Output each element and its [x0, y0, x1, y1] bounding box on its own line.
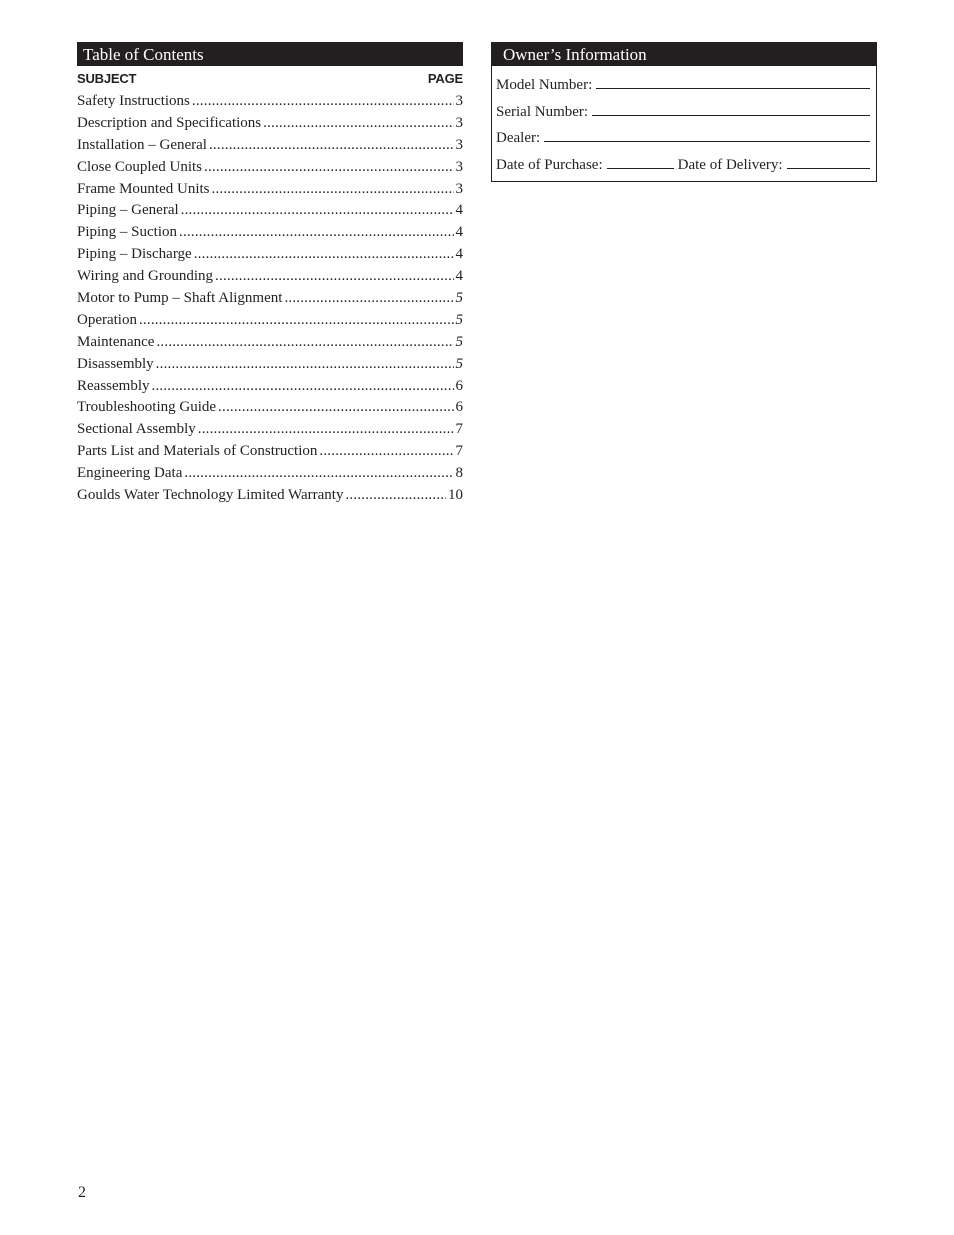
toc-entry-subject: Troubleshooting Guide	[77, 399, 217, 416]
toc-entry	[77, 419, 463, 441]
dealer-label: Dealer:	[496, 130, 541, 146]
toc-entry-leader-dots	[198, 419, 454, 441]
toc-entry-leader-dots	[179, 222, 453, 244]
toc-entry-leader-dots	[156, 332, 453, 354]
toc-entry-leader-dots	[139, 310, 454, 332]
toc-entry	[77, 222, 463, 244]
toc-entry-leader-dots	[184, 463, 453, 485]
serial-number-line	[592, 114, 870, 116]
owners-information-box	[491, 42, 877, 182]
toc-entry-page: 3	[455, 136, 463, 153]
toc-entry	[77, 463, 463, 485]
toc-entry-page: 8	[455, 465, 463, 482]
toc-title: Table of Contents	[77, 42, 463, 66]
toc-entry-leader-dots	[263, 113, 453, 135]
dates-field	[496, 152, 870, 179]
toc-entry-subject: Close Coupled Units	[77, 158, 203, 175]
toc-entry-page: 5	[455, 333, 463, 350]
toc-entry-page: 4	[455, 268, 463, 285]
toc-entry	[77, 288, 463, 310]
toc-entry	[77, 397, 463, 419]
toc-entry	[77, 310, 463, 332]
toc-entry-page: 4	[455, 202, 463, 219]
toc-entry-leader-dots	[215, 266, 453, 288]
dealer-line	[544, 140, 870, 142]
toc-entry-subject: Engineering Data	[77, 465, 183, 482]
serial-number-field	[496, 99, 870, 126]
toc-entry-leader-dots	[181, 200, 454, 222]
toc-entry	[77, 441, 463, 463]
toc-list	[77, 91, 463, 507]
toc-entry-subject: Piping – Suction	[77, 224, 178, 241]
toc-entry	[77, 157, 463, 179]
toc-entry-subject: Maintenance	[77, 333, 155, 350]
toc-entry-subject: Operation	[77, 311, 137, 328]
toc-entry-leader-dots	[284, 288, 453, 310]
toc-subject-header: SUBJECT	[77, 71, 137, 86]
toc-entry-subject: Safety Instructions	[77, 93, 190, 109]
toc-entry-leader-dots	[218, 397, 453, 419]
toc-entry-leader-dots	[152, 376, 454, 398]
model-number-line	[596, 87, 870, 89]
toc-entry-page: 3	[455, 93, 463, 109]
toc-entry-subject: Reassembly	[77, 377, 150, 394]
toc-entry	[77, 179, 463, 201]
toc-entry	[77, 113, 463, 135]
model-number-label: Model Number:	[496, 77, 593, 93]
date-of-delivery-label: Date of Delivery:	[677, 156, 783, 173]
toc-entry-leader-dots	[212, 179, 454, 201]
toc-entry-subject: Piping – Discharge	[77, 246, 192, 263]
toc-entry-leader-dots	[209, 135, 454, 157]
toc-entry-subject: Description and Specifications	[77, 114, 262, 131]
toc-entry-subject: Frame Mounted Units	[77, 180, 210, 197]
date-of-delivery-line	[787, 167, 870, 169]
toc-entry	[77, 135, 463, 157]
owners-information-title: Owner’s Information	[491, 42, 877, 66]
toc-entry-page: 7	[455, 443, 463, 460]
toc-entry-page: 5	[455, 290, 463, 307]
toc-column-headers	[77, 71, 463, 89]
toc-entry	[77, 354, 463, 376]
toc-entry-leader-dots	[192, 91, 454, 113]
date-of-purchase-label: Date of Purchase:	[496, 156, 603, 173]
toc-entry-page: 6	[455, 377, 463, 394]
toc-entry	[77, 91, 463, 113]
date-of-purchase-line	[607, 167, 674, 169]
toc-entry-page: 4	[455, 246, 463, 263]
toc-entry-leader-dots	[204, 157, 453, 179]
toc-entry-page: 3	[455, 158, 463, 175]
serial-number-label: Serial Number:	[496, 103, 589, 120]
toc-entry-subject: Sectional Assembly	[77, 421, 196, 438]
toc-entry-page: 10	[448, 487, 463, 504]
toc-entry-subject: Wiring and Grounding	[77, 268, 214, 285]
toc-entry	[77, 376, 463, 398]
toc-entry-leader-dots	[156, 354, 454, 376]
toc-entry-page: 6	[455, 399, 463, 416]
toc-entry-leader-dots	[194, 244, 454, 266]
toc-entry-page: 3	[455, 180, 463, 197]
toc-entry	[77, 266, 463, 288]
toc-entry	[77, 332, 463, 354]
table-of-contents	[77, 42, 463, 507]
toc-entry-page: 4	[455, 224, 463, 241]
toc-entry-subject: Goulds Water Technology Limited Warranty	[77, 487, 344, 504]
toc-page-header: PAGE	[427, 71, 463, 86]
toc-entry-subject: Installation – General	[77, 136, 207, 153]
toc-entry	[77, 200, 463, 222]
toc-entry-page: 3	[455, 114, 463, 131]
toc-entry-subject: Motor to Pump – Shaft Alignment	[77, 290, 283, 307]
toc-entry-subject: Piping – General	[77, 202, 179, 219]
toc-entry-page: 7	[455, 421, 463, 438]
toc-entry	[77, 244, 463, 266]
toc-entry-subject: Parts List and Materials of Construction	[77, 443, 318, 460]
model-number-field	[496, 72, 870, 99]
dealer-field	[496, 125, 870, 152]
toc-entry-subject: Disassembly	[77, 355, 154, 372]
toc-entry	[77, 485, 463, 507]
toc-entry-page: 5	[455, 355, 463, 372]
toc-entry-page: 5	[455, 311, 463, 328]
toc-entry-leader-dots	[345, 485, 446, 507]
toc-entry-leader-dots	[319, 441, 453, 463]
page-number: 2	[78, 1184, 86, 1201]
